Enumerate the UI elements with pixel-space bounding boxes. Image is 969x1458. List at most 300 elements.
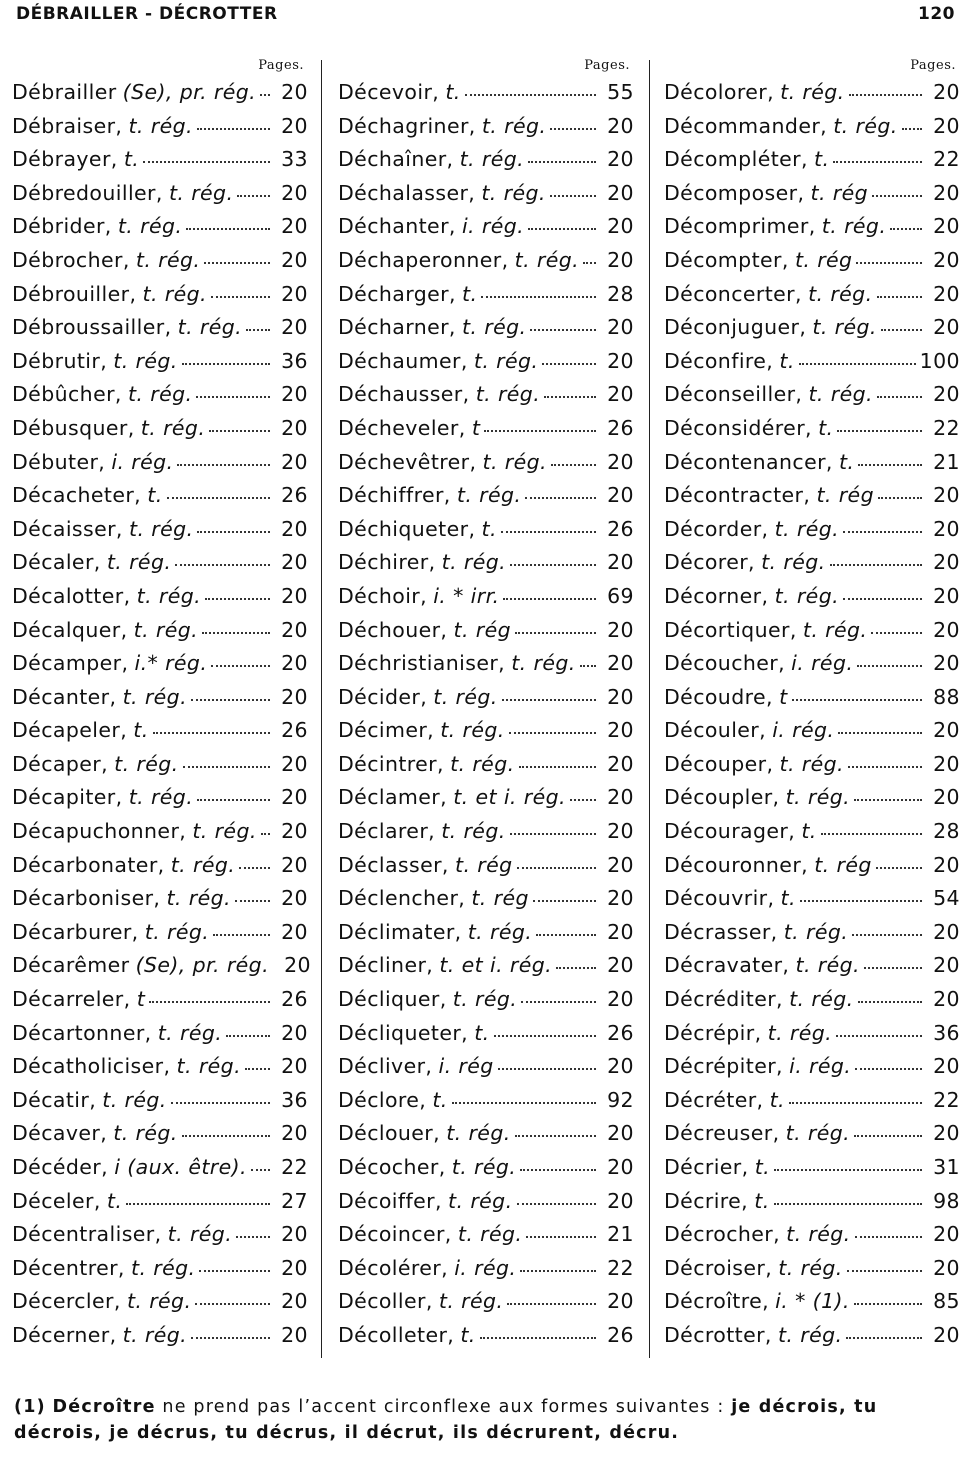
entry-grammar: t. rég. [808,281,873,306]
dot-leader [876,867,922,869]
entry-page-number: 22 [933,1087,960,1112]
entry-verb: Déclencher, [338,886,466,911]
dot-leader [774,1169,922,1171]
entry-verb: Décrépiter, [664,1054,783,1079]
entry-verb: Décrépir, [664,1020,762,1045]
index-entry [338,80,634,114]
dot-leader [510,833,596,835]
entry-verb: Décatir, [12,1087,97,1112]
entry-verb: Déconsidérer, [664,415,812,440]
dot-leader [236,1236,270,1238]
entry-verb: Décarbonater, [12,852,165,877]
entry-grammar: i. rég. [791,651,854,676]
index-entry [338,920,634,954]
index-entry [12,1189,308,1223]
page-number: 120 [918,4,955,24]
entry-grammar: t. rég. [192,819,257,844]
entry-list [12,80,311,1357]
index-entry [12,1054,308,1088]
entry-verb: Décercler, [12,1289,121,1314]
entry-verb: Décourager, [664,819,796,844]
dot-leader [143,161,270,163]
dot-leader [199,1270,270,1272]
dot-leader [465,94,596,96]
index-entry [338,483,634,517]
entry-verb: Décreuser, [664,1121,780,1146]
index-entry [338,550,634,584]
entry-grammar: t. rég. [475,382,541,407]
entry-verb: Décrotter, [664,1322,772,1347]
entry-verb: Décanter, [12,684,117,709]
entry-verb: Décalotter, [12,583,131,608]
entry-grammar: t. rég. [779,751,844,776]
index-entry [664,1088,960,1122]
entry-grammar: t. rég. [786,1222,851,1247]
entry-page-number: 36 [933,1020,960,1045]
index-column [338,52,634,1362]
entry-verb: Décrasser, [664,919,778,944]
dot-leader [510,564,596,566]
dot-leader [515,1135,596,1137]
dot-leader [517,867,596,869]
index-entry [664,584,960,618]
entry-verb: Décliquer, [338,987,447,1012]
entry-grammar: t. [106,1188,123,1213]
entry-grammar: t. rég. [177,315,243,340]
entry-page-number: 26 [281,483,308,508]
footnote [14,1394,955,1446]
entry-page-number: 20 [607,1054,634,1079]
entry-grammar: t. [754,1155,771,1179]
dot-leader [864,967,922,969]
index-entry [664,450,960,484]
dot-leader [213,934,270,936]
entry-grammar: t. rég. [441,819,506,844]
index-entry [338,1121,634,1155]
entry-verb: Décharner, [338,315,456,340]
dot-leader [260,94,270,96]
dot-leader [542,363,596,365]
entry-verb: Décamper, [12,651,129,676]
entry-verb: Déclarer, [338,819,436,844]
entry-verb: Débusquer, [12,415,135,440]
index-entry [12,114,308,148]
entry-grammar: t. rég [810,180,869,205]
entry-page-number: 20 [607,348,634,373]
index-entry [664,1054,960,1088]
entry-list [664,80,960,1357]
entry-verb: Déchirer, [338,550,436,575]
entry-grammar: t. rég. [113,348,178,373]
dot-leader [197,128,270,130]
index-entry [338,416,634,450]
dot-leader [246,329,270,331]
entry-grammar: t. [460,1322,476,1347]
entry-grammar: t. rég. [821,214,887,239]
index-entry [338,248,634,282]
entry-grammar: t. rég. [122,1322,188,1347]
entry-page-number: 20 [933,550,960,575]
entry-verb: Décéder, [12,1155,109,1179]
entry-page-number: 20 [933,919,960,944]
entry-page-number: 26 [607,516,634,541]
dot-leader [854,1303,922,1305]
dot-leader [239,867,270,869]
dot-leader [855,1236,922,1238]
dot-leader [881,329,922,331]
entry-page-number: 20 [281,785,308,810]
dot-leader [556,967,596,969]
index-entry [338,147,634,181]
entry-verb: Décolorer, [664,80,774,104]
entry-page-number: 20 [281,1020,308,1045]
entry-verb: Déchaperonner, [338,247,509,272]
dot-leader [551,464,596,466]
pages-label: Pages. [910,58,956,73]
dot-leader [890,228,922,230]
entry-page-number: 20 [281,415,308,440]
entry-grammar: t. [818,415,834,440]
entry-verb: Décalquer, [12,617,128,642]
entry-verb: Débuter, [12,449,106,474]
entry-verb: Décoiffer, [338,1188,442,1213]
entry-verb: Décapuchonner, [12,819,187,844]
index-entry [338,1256,634,1290]
dot-leader [149,1001,270,1003]
entry-verb: Débrayer, [12,147,118,172]
entry-grammar: t. rég. [438,1289,504,1314]
entry-page-number: 20 [933,382,960,407]
index-entry [12,248,308,282]
dot-leader [167,497,270,499]
entry-verb: Décomposer, [664,180,805,205]
entry-grammar: i. rég. [772,718,835,743]
index-entry [338,819,634,853]
entry-verb: Décaler, [12,550,101,575]
entry-verb: Décartonner, [12,1020,152,1045]
entry-grammar: t. rég. [514,247,580,272]
entry-grammar: i. rég. [789,1054,852,1079]
entry-page-number: 85 [933,1289,960,1314]
dot-leader [843,531,922,533]
entry-verb: Décliver, [338,1054,433,1079]
entry-verb: Décoincer, [338,1222,452,1247]
entry-page-number: 55 [607,80,634,104]
index-entry [664,1189,960,1223]
entry-grammar: t. rég. [467,919,533,944]
index-entry [664,886,960,920]
entry-page-number: 20 [933,315,960,340]
entry-page-number: 20 [281,1322,308,1347]
entry-page-number: 21 [607,1222,634,1247]
dot-leader [205,598,270,600]
dot-leader [251,1169,270,1171]
entry-grammar: t. rég. [457,1222,523,1247]
entry-page-number: 22 [933,147,960,172]
entry-verb: Décroître, [664,1289,770,1314]
index-columns [0,52,969,1362]
entry-verb: Décheveler, [338,415,466,440]
entry-page-number: 20 [281,886,308,911]
entry-verb: Décimer, [338,718,435,743]
entry-grammar: t. rég. [802,617,868,642]
entry-verb: Décliner, [338,953,434,978]
index-entry [664,114,960,148]
dot-leader [854,799,922,801]
dot-leader [856,262,922,264]
entry-grammar: t. rég. [157,1020,223,1045]
entry-grammar: t. rég. [450,751,515,776]
entry-grammar: i. rég. [111,449,174,474]
index-entry [338,1021,634,1055]
entry-verb: Déclimater, [338,919,462,944]
index-entry [338,651,634,685]
dot-leader [847,1270,922,1272]
footnote-forms: je décrois, tu décrois, je décrus, tu décrus, il décrut, ils décrurent, décru. [14,1397,878,1443]
dot-leader [171,1102,270,1104]
entry-page-number: 20 [607,718,634,743]
entry-verb: Déchouer, [338,617,448,642]
entry-grammar: t. [814,147,830,172]
column-divider [649,60,650,1358]
entry-page-number: 20 [281,550,308,575]
dot-leader [799,363,916,365]
entry-grammar: (Se), pr. rég. [135,953,269,978]
entry-page-number: 20 [281,214,308,239]
entry-grammar: t. rég. [127,382,193,407]
index-entry [12,987,308,1021]
index-column [664,52,960,1362]
entry-page-number: 20 [607,483,634,508]
dot-leader [517,1203,597,1205]
entry-page-number: 88 [933,684,960,709]
index-entry [664,1021,960,1055]
entry-verb: Décrocher, [664,1222,781,1247]
entry-grammar: t. rég. [142,281,207,306]
dot-leader [528,228,596,230]
entry-page-number: 20 [281,583,308,608]
entry-page-number: 28 [607,281,634,306]
entry-verb: Découper, [664,751,774,776]
entry-verb: Décorner, [664,583,769,608]
entry-grammar: t. rég. [140,415,206,440]
dot-leader [530,329,596,331]
entry-page-number: 20 [933,583,960,608]
dot-leader [501,531,596,533]
index-entry [338,315,634,349]
entry-grammar: t. [462,281,478,306]
entry-page-number: 20 [933,785,960,810]
entry-grammar: t. [838,449,855,474]
entry-page-number: 20 [281,852,308,877]
index-entry [338,1323,634,1357]
entry-grammar: t. rég. [774,516,840,541]
pages-label: Pages. [258,58,304,73]
entry-page-number: 20 [281,919,308,944]
dot-leader [196,396,270,398]
entry-grammar: t. rég. [789,987,854,1012]
entry-verb: Décorer, [664,550,755,575]
entry-page-number: 20 [281,751,308,776]
entry-verb: Décacheter, [12,483,142,508]
entry-page-number: 26 [281,987,308,1012]
index-entry [664,752,960,786]
index-entry [338,1289,634,1323]
entry-verb: Déchristianiser, [338,651,506,676]
index-entry [664,80,960,114]
index-entry [664,920,960,954]
dot-leader [509,732,596,734]
entry-verb: Débraiser, [12,113,123,138]
entry-grammar: i. * irr. [433,583,500,608]
entry-grammar: (Se), pr. rég. [122,80,257,104]
index-entry [12,214,308,248]
entry-page-number: 20 [281,819,308,844]
entry-grammar: t. rég. [446,1121,511,1146]
index-entry [664,853,960,887]
entry-verb: Déclasser, [338,852,449,877]
entry-grammar: t. rég. [780,80,845,104]
entry-grammar: t. rég. [448,1188,513,1213]
entry-page-number: 26 [607,1322,634,1347]
entry-page-number: 20 [933,113,960,138]
entry-grammar: t. rég. [440,718,505,743]
dot-leader [177,464,270,466]
entry-verb: Décaisser, [12,516,123,541]
entry-grammar: t. rég. [128,113,193,138]
entry-page-number: 20 [933,1054,960,1079]
entry-verb: Déconjuguer, [664,315,807,340]
entry-verb: Débrouiller, [12,281,137,306]
dot-leader [498,1068,596,1070]
entry-grammar: t. rég. [170,852,236,877]
entry-grammar: t. rég [471,886,529,911]
entry-page-number: 22 [607,1255,634,1280]
index-entry [664,651,960,685]
dot-leader [197,531,270,533]
entry-verb: Décarreler, [12,987,131,1012]
index-entry [664,550,960,584]
dot-leader [836,1035,922,1037]
dot-leader [521,1001,596,1003]
dot-leader [507,1303,596,1305]
dot-leader [197,799,270,801]
dot-leader [838,732,922,734]
footnote-term: Décroître [52,1397,156,1417]
entry-page-number: 33 [281,147,308,172]
entry-page-number: 36 [281,348,308,373]
entry-grammar: t. rég. [481,113,547,138]
index-entry [664,147,960,181]
dot-leader [830,564,922,566]
entry-verb: Décarêmer [12,953,130,978]
entry-verb: Décentraliser, [12,1222,162,1247]
index-entry [12,382,308,416]
index-entry [12,752,308,786]
entry-page-number: 20 [281,1255,308,1280]
dot-leader [186,228,270,230]
entry-page-number: 20 [933,1255,960,1280]
index-entry [664,1256,960,1290]
entry-verb: Débûcher, [12,382,122,407]
entry-verb: Décaper, [12,751,109,776]
dot-leader [525,497,596,499]
dot-leader [211,665,270,667]
entry-grammar: t. rég. [113,1121,178,1146]
dot-leader [209,430,270,432]
entry-grammar: t. [779,348,795,373]
index-entry [338,886,634,920]
entry-grammar: t. [432,1087,448,1112]
entry-verb: Décolérer, [338,1255,449,1280]
dot-leader [526,1236,596,1238]
entry-grammar: t. rég. [117,214,183,239]
entry-verb: Décatholiciser, [12,1054,171,1079]
entry-grammar: t. rég. [167,1222,233,1247]
index-entry [664,214,960,248]
index-entry [338,1189,634,1223]
entry-grammar: t. rég. [761,550,826,575]
entry-grammar: t. rég. [459,147,525,172]
entry-page-number: 20 [281,516,308,541]
entry-grammar: t. [801,819,817,844]
dot-leader [481,296,596,298]
entry-page-number: 20 [281,281,308,306]
entry-grammar: t. rég [814,852,872,877]
entry-verb: Débrider, [12,214,112,239]
index-entry [338,349,634,383]
index-entry [338,214,634,248]
entry-grammar: t. [474,1020,490,1045]
entry-grammar: t. rég. [785,785,851,810]
dot-leader [126,1203,270,1205]
entry-page-number: 20 [933,1222,960,1247]
entry-verb: Déchaîner, [338,147,454,172]
entry-page-number: 20 [607,449,634,474]
entry-grammar: t. rég. [102,1087,167,1112]
index-entry [12,349,308,383]
dot-leader [191,699,270,701]
dot-leader [846,1337,922,1339]
index-entry [338,752,634,786]
dot-leader [583,262,596,264]
dot-leader [520,1169,596,1171]
dot-leader [153,732,270,734]
index-entry [12,450,308,484]
entry-page-number: 20 [607,987,634,1012]
index-entry [12,886,308,920]
entry-page-number: 22 [281,1155,308,1179]
dot-leader [182,1135,270,1137]
footnote-text: ne prend pas l’accent circonflexe aux formes suivantes : [162,1397,725,1417]
entry-page-number: 20 [281,449,308,474]
index-entry [338,853,634,887]
entry-page-number: 20 [607,214,634,239]
index-entry [338,953,634,987]
entry-verb: Découdre, [664,684,773,709]
entry-page-number: 20 [933,751,960,776]
dot-leader [183,766,270,768]
entry-page-number: 20 [607,382,634,407]
entry-verb: Déconseiller, [664,382,803,407]
column-divider [321,60,322,1358]
index-entry [664,819,960,853]
entry-grammar: i.* rég. [134,651,208,676]
index-entry [12,618,308,652]
index-entry [338,1054,634,1088]
entry-grammar: t. rég. [778,1255,843,1280]
entry-grammar: t. rég. [129,516,194,541]
